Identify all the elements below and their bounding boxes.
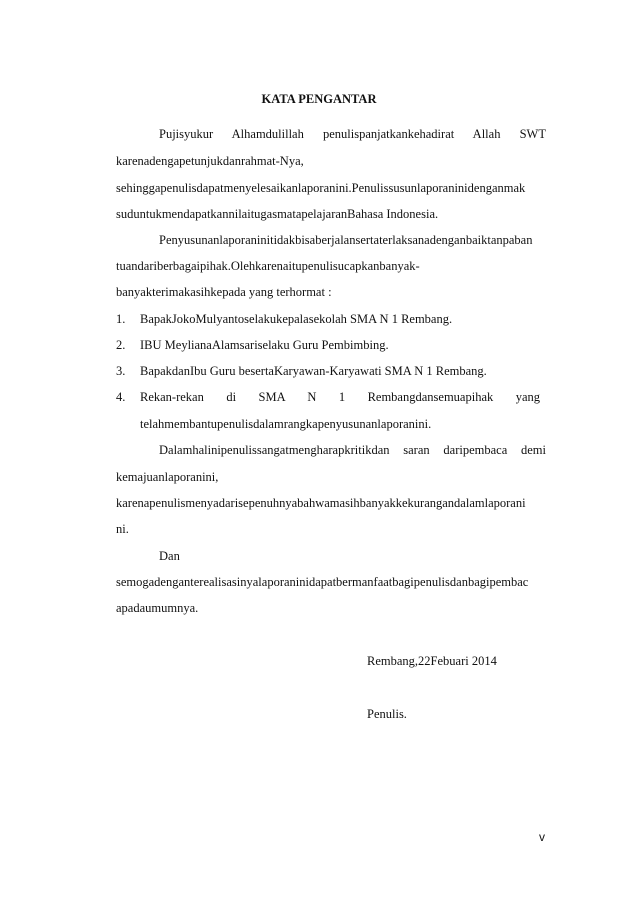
paragraph-line: ni. — [116, 522, 129, 536]
list-item-text: IBU MeylianaAlamsariselaku Guru Pembimbing. — [140, 338, 389, 352]
paragraph-line: Dan — [159, 549, 180, 563]
list-item — [116, 364, 546, 379]
paragraph-line: sehinggapenulisdapatmenyelesaikanlaporanini.Penulissusunlaporaninidenganmak — [116, 181, 526, 195]
list-item-text: BapakdanIbu Guru besertaKaryawan-Karyawati SMA N 1 Rembang. — [140, 364, 487, 378]
paragraph-line: karenapenulismenyadarisepenuhnyabahwamasihbanyakkekurangandalamlaporani — [116, 496, 526, 510]
page-title: KATA PENGANTAR — [261, 92, 377, 106]
list-item-number: 1. — [116, 312, 126, 326]
list-item-text: BapakJokoMulyantoselakukepalasekolah SMA N 1 Rembang. — [140, 312, 453, 326]
list-item-text: Rekan-rekan di SMA N 1 Rembangdansemuapihak yang — [140, 390, 540, 404]
list-item — [116, 338, 546, 353]
paragraph-line: Dalamhalinipenulissangatmengharapkritikdan saran daripembaca demi — [159, 443, 546, 457]
paragraph-line: kemajuanlaporanini, — [116, 470, 219, 484]
paragraph-line: Pujisyukur Alhamdulillah penulispanjatkankehadirat Allah SWT — [159, 127, 546, 141]
list-item-number: 4. — [116, 390, 126, 404]
paragraph-line: tuandariberbagaipihak.Olehkarenaitupenulisucapkanbanyak- — [116, 259, 420, 273]
list-item — [116, 312, 546, 327]
list-item-number: 2. — [116, 338, 126, 352]
signature-place-date: Rembang,22Febuari 2014 — [367, 654, 497, 668]
paragraph-line: semogadenganterealisasinyalaporaninidapatbermanfaatbagipenulisdanbagipembac — [116, 575, 529, 589]
page-number: v — [539, 830, 545, 844]
paragraph-line: suduntukmendapatkannilaitugasmatapelajaranBahasa Indonesia. — [116, 207, 439, 221]
paragraph-line: banyakterimakasihkepada yang terhormat : — [116, 285, 332, 299]
paragraph-line: Penyusunanlaporaninitidakbisaberjalansertaterlaksanadenganbaiktanpaban — [159, 233, 533, 247]
paragraph-line: karenadengapetunjukdanrahmat-Nya, — [116, 154, 304, 168]
list-item — [116, 390, 546, 405]
paragraph-line: apadaumumnya. — [116, 601, 199, 615]
list-item-continuation: telahmembantupenulisdalamrangkapenyusunanlaporanini. — [140, 417, 432, 431]
signature-signer: Penulis. — [367, 707, 407, 721]
list-item-number: 3. — [116, 364, 126, 378]
